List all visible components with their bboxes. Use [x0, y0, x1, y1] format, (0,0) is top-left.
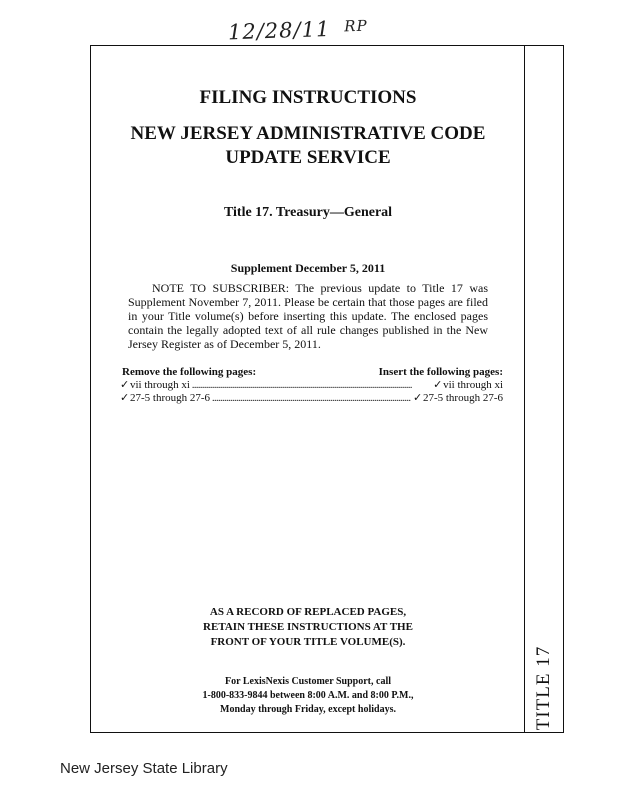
subtitle-line-2: UPDATE SERVICE [225, 147, 391, 168]
dot-leader [192, 379, 431, 392]
remove-header: Remove the following pages: [122, 366, 257, 378]
handwritten-initials: RP [343, 16, 368, 36]
checkmark-icon: ✓ [120, 392, 130, 404]
handwritten-date [228, 16, 368, 45]
record-instructions [90, 605, 526, 650]
supplement-date: Supplement December 5, 2011 [230, 261, 386, 275]
checkmark-icon: ✓ [412, 392, 423, 404]
handwritten-date-text: 12/28/11 [227, 16, 331, 45]
support-line-2: 1-800-833-9844 between 8:00 A.M. and 8:00 P.M., [202, 690, 414, 701]
remove-pages: 27-5 through 27-6 [130, 392, 211, 404]
library-footer: New Jersey State Library [60, 760, 228, 777]
insert-header: Insert the following pages: [378, 366, 503, 378]
page-replacement-list [120, 366, 503, 405]
tab-label: TITLE 17 [533, 645, 554, 731]
title-subject: Title 17. Treasury—General [223, 205, 393, 220]
page-list-header [120, 366, 503, 379]
support-line-1: For LexisNexis Customer Support, call [224, 676, 391, 687]
record-line-1: AS A RECORD OF REPLACED PAGES, [209, 606, 407, 618]
page-row [120, 379, 503, 392]
subscriber-note: NOTE TO SUBSCRIBER: The previous update to Title 17 was Supplement November 7, 2011. Please be certain that those pages are filed in your Title volume(s) before inserting this update. The enclosed pages contain the legally adopted text of all rule changes published in the New Jersey Register as of December 5, 2011. [128, 281, 488, 351]
checkmark-icon: ✓ [120, 379, 130, 391]
customer-support [90, 675, 526, 717]
subtitle-line-1: NEW JERSEY ADMINISTRATIVE CODE [130, 123, 486, 144]
checkmark-icon: ✓ [433, 379, 443, 391]
record-line-3: FRONT OF YOUR TITLE VOLUME(S). [210, 636, 406, 648]
title-tab [524, 46, 563, 732]
support-line-3: Monday through Friday, except holidays. [220, 704, 396, 715]
page-title: FILING INSTRUCTIONS [199, 87, 417, 108]
insert-pages: vii through xi [443, 379, 503, 391]
record-line-2: RETAIN THESE INSTRUCTIONS AT THE [203, 621, 413, 633]
dot-leader [212, 392, 411, 405]
insert-pages: 27-5 through 27-6 [422, 392, 503, 404]
page-row [120, 392, 503, 405]
remove-pages: vii through xi [130, 379, 190, 391]
